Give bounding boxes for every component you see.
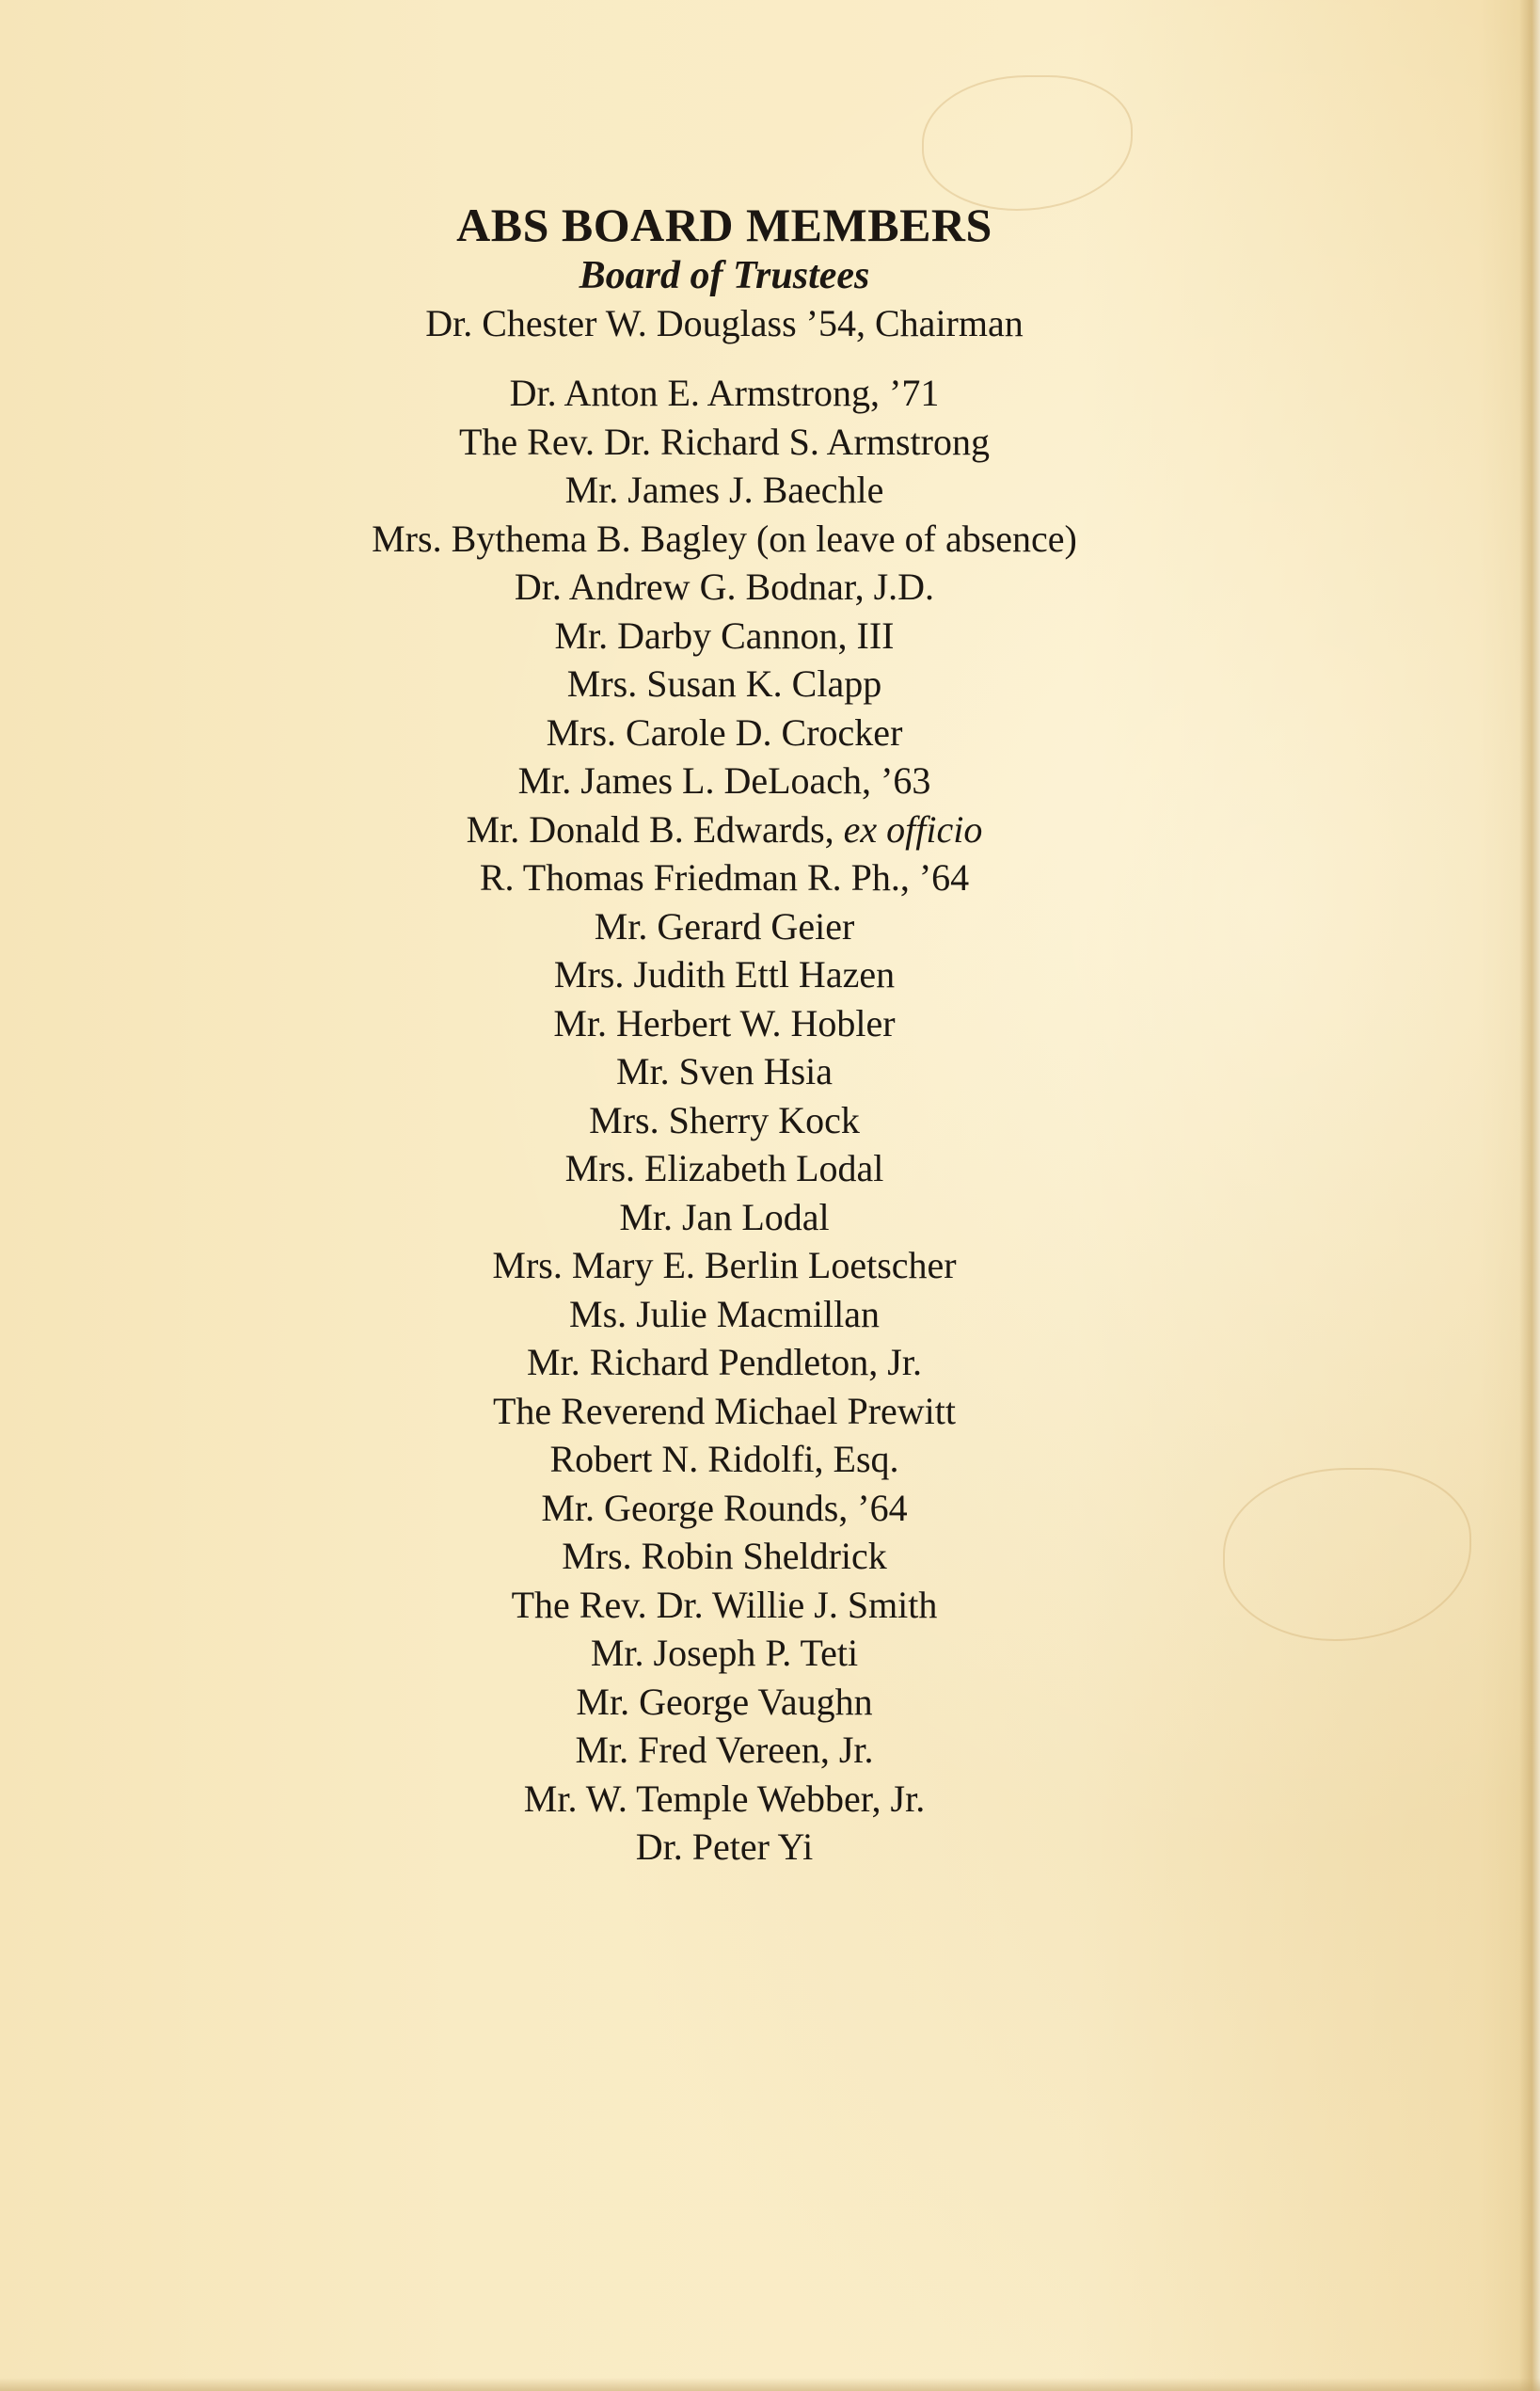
member-name: Ms. Julie Macmillan [569, 1292, 880, 1335]
page-edge-shadow [0, 2378, 1540, 2391]
member-item [282, 660, 1167, 709]
page-edge-shadow [1519, 0, 1540, 2391]
member-item [282, 515, 1167, 564]
member-item [282, 1144, 1167, 1193]
member-name: Dr. Anton E. Armstrong, ’71 [509, 372, 940, 414]
member-name: Mr. Darby Cannon, III [554, 614, 895, 657]
member-name: Mrs. Sherry Kock [589, 1098, 860, 1141]
member-name: Mr. George Vaughn [576, 1680, 873, 1723]
member-item [282, 466, 1167, 515]
member-name: Mrs. Mary E. Berlin Loetscher [492, 1244, 957, 1286]
member-item [282, 757, 1167, 805]
member-name: Mr. Herbert W. Hobler [553, 1001, 896, 1044]
chairman-line: Dr. Chester W. Douglass ’54, Chairman [425, 302, 1024, 344]
water-stain [1223, 1468, 1471, 1641]
member-item [282, 418, 1167, 467]
board-listing [282, 198, 1167, 1872]
member-name: Dr. Peter Yi [635, 1825, 814, 1868]
member-name: Mr. Gerard Geier [594, 904, 855, 948]
member-item [282, 1629, 1167, 1678]
member-list [282, 369, 1167, 1872]
member-name: Mr. Richard Pendleton, Jr. [527, 1341, 922, 1383]
member-name: The Rev. Dr. Richard S. Armstrong [458, 420, 990, 463]
member-name: Mrs. Robin Sheldrick [562, 1535, 887, 1577]
member-item [282, 950, 1167, 999]
member-name: Mrs. Judith Ettl Hazen [553, 953, 896, 996]
member-item [282, 1338, 1167, 1387]
section-subtitle: Board of Trustees [579, 254, 870, 297]
member-item [282, 1484, 1167, 1533]
member-name: Mrs. Carole D. Crocker [546, 710, 903, 754]
member-item [282, 1678, 1167, 1727]
member-item [282, 1726, 1167, 1775]
member-item [282, 709, 1167, 757]
member-item [282, 612, 1167, 661]
member-item [282, 1241, 1167, 1290]
member-name: Mr. George Rounds, ’64 [541, 1486, 908, 1529]
member-name: Mrs. Bythema B. Bagley (on leave of absence) [372, 517, 1077, 560]
member-item [282, 1387, 1167, 1436]
member-item [282, 853, 1167, 902]
member-item [282, 369, 1167, 418]
member-note: ex officio [843, 807, 983, 851]
member-item [282, 1290, 1167, 1339]
member-name: Mr. Joseph P. Teti [590, 1632, 859, 1674]
member-name: Mrs. Susan K. Clapp [566, 662, 882, 705]
member-name: R. Thomas Friedman R. Ph., ’64 [479, 856, 970, 899]
member-item [282, 1435, 1167, 1484]
member-name: The Rev. Dr. Willie J. Smith [511, 1583, 938, 1626]
member-item [282, 1581, 1167, 1630]
member-name: Mr. Fred Vereen, Jr. [575, 1729, 874, 1771]
member-item [282, 999, 1167, 1048]
member-name: Mr. Jan Lodal [619, 1195, 830, 1238]
member-item [282, 1775, 1167, 1824]
member-name: Dr. Andrew G. Bodnar, J.D. [514, 566, 935, 608]
member-name: Mr. James L. DeLoach, ’63 [517, 759, 931, 802]
member-item [282, 805, 1167, 854]
member-name: Mrs. Elizabeth Lodal [564, 1147, 884, 1189]
member-item [282, 1193, 1167, 1242]
member-item [282, 1823, 1167, 1872]
water-stain [922, 75, 1133, 211]
member-name: The Reverend Michael Prewitt [492, 1389, 957, 1432]
member-item [282, 563, 1167, 612]
member-item [282, 1047, 1167, 1096]
member-name: Mr. Sven Hsia [616, 1050, 833, 1092]
member-name: Mr. James J. Baechle [564, 469, 884, 511]
member-name: Robert N. Ridolfi, Esq. [549, 1438, 899, 1480]
member-item [282, 1096, 1167, 1145]
member-name: Mr. W. Temple Webber, Jr. [523, 1777, 926, 1820]
member-item [282, 902, 1167, 951]
member-name: Mr. Donald B. Edwards, [466, 807, 834, 851]
page-title: ABS BOARD MEMBERS [456, 199, 992, 251]
member-item [282, 1532, 1167, 1581]
